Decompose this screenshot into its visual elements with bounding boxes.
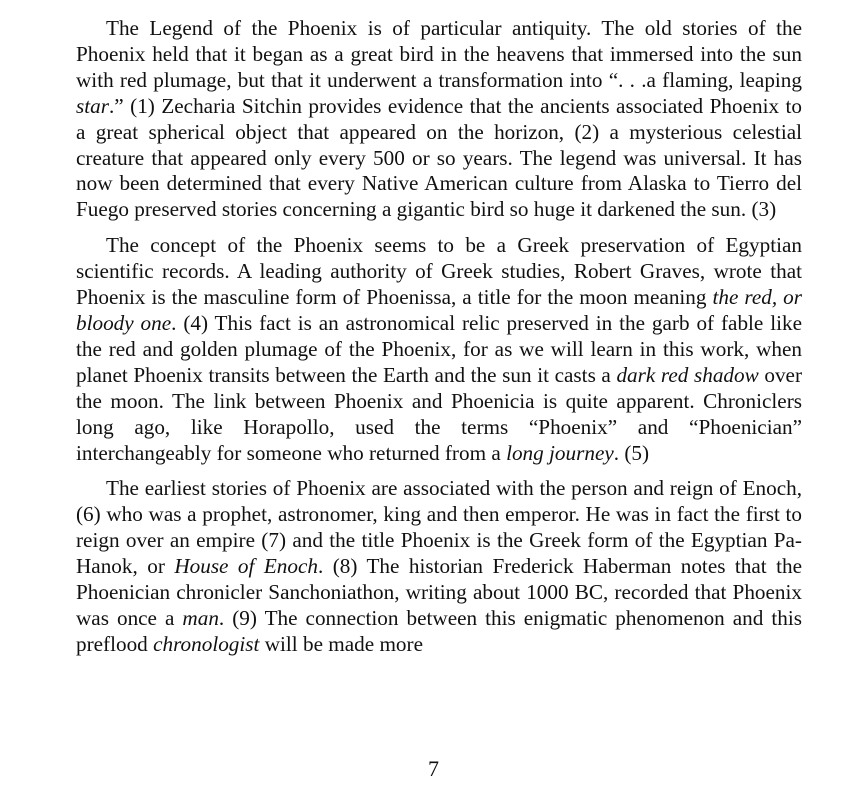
page-body [76, 16, 802, 658]
paragraph-2-run-2: the red, or bloody one [76, 285, 802, 335]
paragraph-2-run-3: . (4) This fact is an astronomical relic preserved in the garb of fable like the red and golden plumage of the Phoenix, for as we will learn in this work, when planet Phoenix transits between the Earth and the sun it casts a [76, 310, 802, 387]
paragraph-3-run-3: . (8) The historian Frederick Haberman notes that the Phoenician chronicler Sanchoniathon, writing about 1000 BC, recorded that Phoenix was once a [76, 554, 803, 630]
paragraph-3-run-4: man [182, 605, 219, 630]
paragraph-3-run-1: The earliest stories of Phoenix are associated with the person and reign of Enoch, (6) who was a prophet, astronomer, king and then emperor. He was in fact the first to reign over an empire (7) and the title Phoenix is the Greek form of the Egyptian Pa-Hanok, or [76, 476, 802, 579]
paragraph-3-run-5: . (9) The connection between this enigmatic phenomenon and this preflood [76, 605, 802, 656]
paragraph-2 [76, 233, 802, 466]
paragraph-2-run-6: long journey [506, 440, 614, 465]
paragraph-2-run-1: The concept of the Phoenix seems to be a Greek preservation of Egyptian scientific records. A leading authority of Greek studies, Robert Graves, wrote that Phoenix is the masculine form of Phoenissa, a title for the moon meaning [76, 233, 802, 310]
paragraph-3-run-7: will be made more [259, 631, 423, 656]
paragraph-1-run-2: star [76, 93, 109, 118]
paragraph-3-run-6: chronologist [153, 631, 260, 656]
paragraph-1-run-1: The Legend of the Phoenix is of particular antiquity. The old stories of the Phoenix held that it began as a great bird in the heavens that immersed into the sun with red plumage, but that it underwent a transformation into “. . .a flaming, leaping [76, 16, 802, 92]
paragraph-2-run-5: over the moon. The link between Phoenix and Phoenicia is quite apparent. Chroniclers long ago, like Horapollo, used the terms “Phoenix” and “Phoenician” interchangeably for someone who returned from a [76, 362, 802, 465]
paragraph-1 [76, 16, 802, 223]
paragraph-1-run-3: .” (1) Zecharia Sitchin provides evidence that the ancients associated Phoenix to a great spherical object that appeared on the horizon, (2) a mysterious celestial creature that appeared only every 500 or so years. The legend was universal. It has now been determined that every Native American culture from Alaska to Tierro del Fuego preserved stories concerning a gigantic bird so huge it darkened the sun. (3) [76, 93, 802, 222]
paragraph-2-run-4: dark red shadow [616, 362, 759, 387]
paragraph-3-run-2: House of Enoch [174, 554, 318, 579]
paragraph-2-run-7: . (5) [613, 440, 650, 465]
page-number: 7 [428, 756, 439, 781]
paragraph-3 [76, 476, 802, 657]
